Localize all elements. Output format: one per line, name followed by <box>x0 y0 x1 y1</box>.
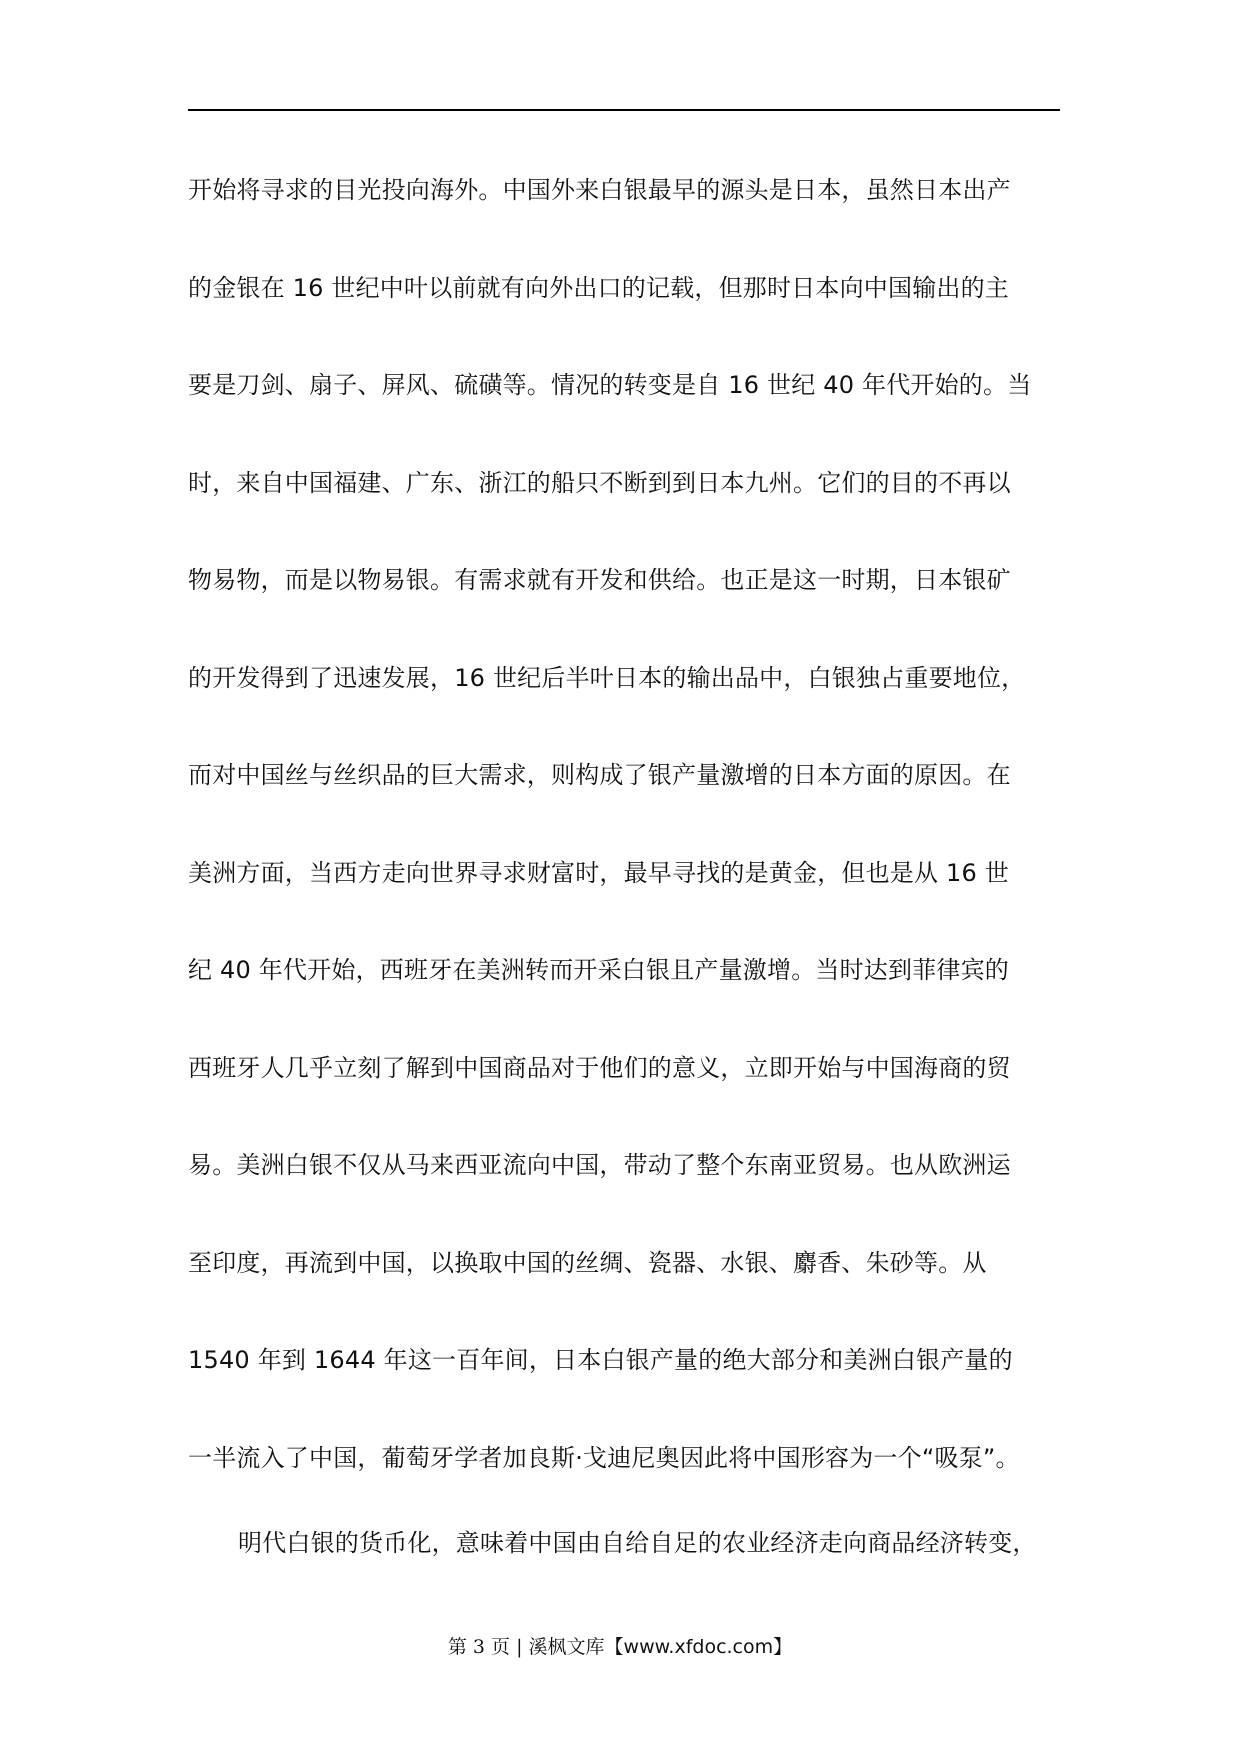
paragraph-first-line: 明代白银的货币化，意味着中国由自给自足的农业经济走向商品经济转变， <box>238 1528 1037 1557</box>
page-footer <box>0 1632 1240 1659</box>
library-name: 溪枫文库 <box>528 1636 605 1658</box>
body-text <box>188 170 1060 1620</box>
text-line: 1540 年到 1644 年这一百年间，日本白银产量的绝大部分和美洲白银产量的 <box>188 1346 1013 1374</box>
text-line: 至印度，再流到中国，以换取中国的丝绸、瓷器、水银、麝香、朱砂等。从 <box>188 1248 987 1277</box>
text-line: 开始将寻求的目光投向海外。中国外来白银最早的源头是日本，虽然日本出产 <box>188 176 1011 204</box>
site-link[interactable]: 【www.xfdoc.com】 <box>604 1636 793 1658</box>
text-line: 的开发得到了迅速发展，16 世纪后半叶日本的输出品中，白银独占重要地位， <box>188 663 1026 692</box>
header-rule <box>188 109 1060 111</box>
text-line: 物易物，而是以物易银。有需求就有开发和供给。也正是这一时期，日本银矿 <box>188 566 1011 594</box>
text-line: 要是刀剑、扇子、屏风、硫磺等。情况的转变是自 16 世纪 40 年代开始的。当 <box>188 371 1032 399</box>
text-line: 而对中国丝与丝织品的巨大需求，则构成了银产量激增的日本方面的原因。在 <box>188 761 1011 789</box>
footer-separator: | <box>516 1636 523 1658</box>
text-line: 时，来自中国福建、广东、浙江的船只不断到到日本九州。它们的目的不再以 <box>188 468 1011 497</box>
text-line: 美洲方面，当西方走向世界寻求财富时，最早寻找的是黄金，但也是从 16 世 <box>188 858 1009 887</box>
page-number: 第 3 页 <box>447 1636 511 1658</box>
text-line: 纪 40 年代开始，西班牙在美洲转而开采白银且产量激增。当时达到菲律宾的 <box>188 956 1009 984</box>
text-line: 一半流入了中国，葡萄牙学者加良斯·戈迪尼奥因此将中国形容为一个“吸泵”。 <box>188 1443 1020 1472</box>
text-line: 易。美洲白银不仅从马来西亚流向中国，带动了整个东南亚贸易。也从欧洲运 <box>188 1151 1011 1179</box>
text-line: 的金银在 16 世纪中叶以前就有向外出口的记载，但那时日本向中国输出的主 <box>188 273 1009 302</box>
text-line: 西班牙人几乎立刻了解到中国商品对于他们的意义，立即开始与中国海商的贸 <box>188 1053 1011 1082</box>
